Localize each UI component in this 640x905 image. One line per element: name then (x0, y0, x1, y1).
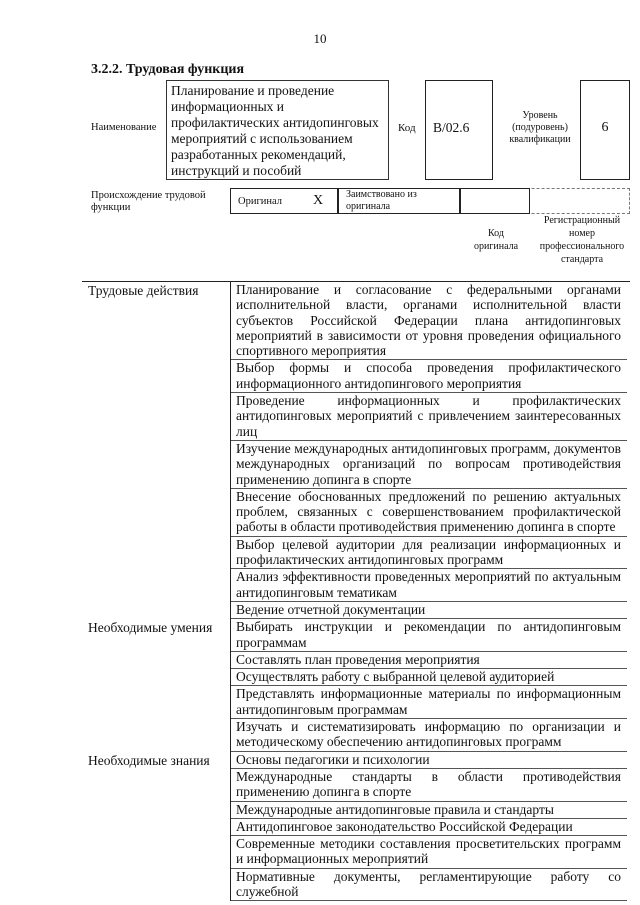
name-label: Наименование (91, 122, 157, 133)
level-value: 6 (601, 120, 609, 135)
list-item: Международные стандарты в области противодействия применению допинга в спорте (231, 769, 627, 802)
list-item: Выбирать инструкции и рекомендации по антидопинговым программам (231, 619, 627, 652)
group-label: Необходимые знания (88, 752, 210, 768)
section-title: 3.2.2. Трудовая функция (91, 62, 245, 77)
list-item: Осуществлять работу с выбранной целевой аудиторией (231, 669, 627, 686)
original-label: Оригинал (238, 196, 282, 207)
original-mark: X (313, 193, 324, 208)
code-label: Код (398, 122, 416, 134)
list-item: Международные антидопинговые правила и стандарты (231, 802, 627, 819)
origin-label: Происхождение трудовой функции (91, 190, 206, 213)
list-item: Составлять план проведения мероприятия (231, 652, 627, 669)
list-item: Антидопинговое законодательство Российской Федерации (231, 819, 627, 836)
page-number: 10 (313, 31, 327, 46)
group-items (230, 282, 627, 619)
list-item: Анализ эффективности проведенных мероприятий по актуальным антидопинговым тематикам (231, 569, 627, 602)
list-item: Выбор целевой аудитории для реализации информационных и профилактических антидопинговых программ (231, 537, 627, 570)
level-label: Уровень (подуровень) квалификации (509, 110, 571, 145)
list-item: Выбор формы и способа проведения профилактического информационного антидопингового мероприятия (231, 360, 627, 393)
list-item: Планирование и согласование с федеральными органами исполнительной власти, органами исполнительной власти субъектов Российской Федерации плана антидопинговых мероприятий в зависимости от уровня проведения официального спортивного мероприятия (231, 282, 627, 360)
list-item: Основы педагогики и психологии (231, 752, 627, 769)
group-label: Трудовые действия (88, 283, 199, 298)
orig-code-label: Код оригинала (473, 228, 519, 252)
list-item: Нормативные документы, регламентирующие работу со служебной (231, 869, 627, 902)
list-item: Изучать и систематизировать информацию по организации и методическому обеспечению антидопинговых программ (231, 719, 627, 752)
code-value: B/02.6 (433, 120, 470, 135)
list-item: Ведение отчетной документации (231, 602, 627, 619)
list-item: Проведение информационных и профилактических антидопинговых мероприятий с привлечением заинтересованных лиц (231, 393, 627, 441)
group-labor-actions (82, 281, 630, 619)
group-skills (82, 619, 630, 751)
reg-number-label: Регистрационный номер профессионального стандарта (539, 215, 625, 265)
group-label: Необходимые умения (88, 620, 213, 636)
borrowed-label: Заимствовано из оригинала (346, 189, 417, 212)
list-item: Современные методики составления просветительских программ и информационных мероприятий (231, 836, 627, 869)
list-item: Изучение международных антидопинговых программ, документов международных организаций по вопросам противодействия применению допинга в спорте (231, 441, 627, 489)
group-items (230, 619, 627, 751)
function-table (82, 281, 630, 901)
group-items (230, 752, 627, 902)
orig-code-cell (460, 188, 530, 214)
list-item: Внесение обоснованных предложений по решению актуальных проблем, связанных с совершенствованием профилактической работы в области противодействия применению допинга в спорте (231, 489, 627, 537)
group-knowledge (82, 752, 630, 902)
function-name: Планирование и проведение информационных и профилактических антидопинговых мероприятий с использованием разработанных рекомендаций, инструкций и пособий (171, 83, 379, 178)
list-item: Представлять информационные материалы по информационным антидопинговым программам (231, 686, 627, 719)
